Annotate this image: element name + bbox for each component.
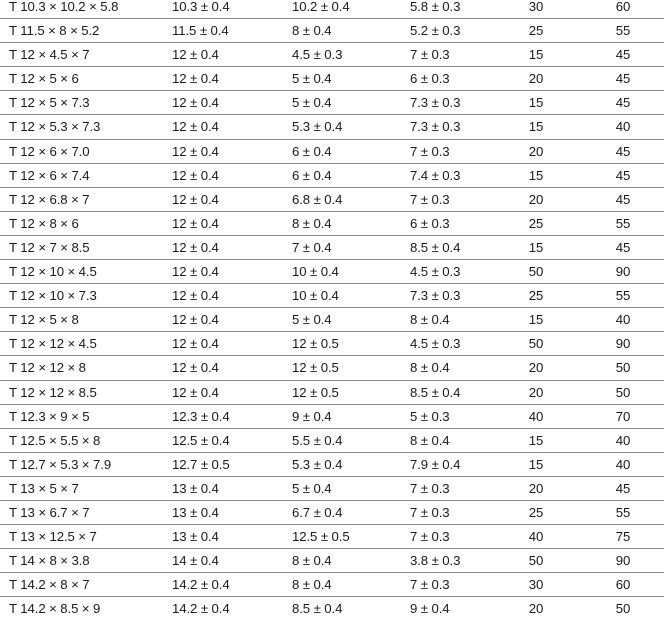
cell-value-a: 50: [528, 553, 544, 569]
cell-width: 12 ± 0.5: [292, 360, 339, 376]
cell-length: 13 ± 0.4: [172, 480, 219, 496]
cell-part-code: T 12 × 10 × 7.3: [9, 288, 97, 304]
cell-part-code: T 13 × 5 × 7: [9, 480, 79, 496]
cell-value-a: 15: [528, 47, 544, 63]
table-row: [0, 308, 664, 332]
cell-value-a: 20: [528, 360, 544, 376]
cell-value-a: 40: [528, 529, 544, 545]
cell-value-a: 15: [528, 167, 544, 183]
cell-part-code: T 14.2 × 8.5 × 9: [9, 601, 101, 617]
cell-value-b: 55: [615, 504, 631, 520]
cell-width: 4.5 ± 0.3: [292, 47, 343, 63]
cell-height: 9 ± 0.4: [410, 601, 450, 617]
table-row: [0, 140, 664, 164]
cell-part-code: T 12.3 × 9 × 5: [9, 408, 90, 424]
cell-height: 3.8 ± 0.3: [410, 553, 461, 569]
cell-part-code: T 12 × 10 × 4.5: [9, 264, 97, 280]
cell-part-code: T 14 × 8 × 3.8: [9, 553, 90, 569]
cell-height: 8 ± 0.4: [410, 312, 450, 328]
cell-value-a: 30: [528, 577, 544, 593]
cell-value-b: 40: [615, 432, 631, 448]
cell-value-b: 45: [615, 71, 631, 87]
cell-value-b: 90: [615, 553, 631, 569]
cell-height: 4.5 ± 0.3: [410, 264, 461, 280]
cell-value-b: 90: [615, 264, 631, 280]
cell-length: 12 ± 0.4: [172, 47, 219, 63]
cell-value-a: 50: [528, 336, 544, 352]
cell-height: 8 ± 0.4: [410, 432, 450, 448]
cell-length: 12 ± 0.4: [172, 71, 219, 87]
cell-width: 12.5 ± 0.5: [292, 529, 350, 545]
cell-value-a: 25: [528, 504, 544, 520]
cell-length: 12 ± 0.4: [172, 264, 219, 280]
cell-length: 14 ± 0.4: [172, 553, 219, 569]
cell-height: 7 ± 0.3: [410, 191, 450, 207]
cell-value-a: 30: [528, 0, 544, 14]
cell-height: 6 ± 0.3: [410, 71, 450, 87]
table-row: [0, 164, 664, 188]
cell-value-a: 50: [528, 264, 544, 280]
cell-width: 8 ± 0.4: [292, 553, 332, 569]
cell-value-a: 20: [528, 71, 544, 87]
table-row: [0, 236, 664, 260]
table-row: [0, 429, 664, 453]
cell-value-a: 20: [528, 191, 544, 207]
table-row: [0, 356, 664, 380]
cell-width: 5 ± 0.4: [292, 312, 332, 328]
cell-height: 5 ± 0.3: [410, 408, 450, 424]
cell-value-a: 15: [528, 239, 544, 255]
cell-value-b: 50: [615, 384, 631, 400]
cell-value-a: 40: [528, 408, 544, 424]
cell-length: 10.3 ± 0.4: [172, 0, 230, 14]
cell-value-a: 20: [528, 480, 544, 496]
cell-height: 7 ± 0.3: [410, 47, 450, 63]
cell-width: 5.3 ± 0.4: [292, 119, 343, 135]
cell-length: 12 ± 0.4: [172, 360, 219, 376]
cell-value-a: 15: [528, 312, 544, 328]
cell-part-code: T 12 × 4.5 × 7: [9, 47, 90, 63]
cell-value-b: 55: [615, 23, 631, 39]
cell-part-code: T 12 × 7 × 8.5: [9, 239, 90, 255]
cell-width: 12 ± 0.5: [292, 384, 339, 400]
cell-length: 12 ± 0.4: [172, 167, 219, 183]
cell-value-b: 70: [615, 408, 631, 424]
cell-part-code: T 12 × 6 × 7.4: [9, 167, 90, 183]
cell-length: 12 ± 0.4: [172, 191, 219, 207]
cell-length: 12 ± 0.4: [172, 95, 219, 111]
cell-length: 13 ± 0.4: [172, 529, 219, 545]
cell-width: 10.2 ± 0.4: [292, 0, 350, 14]
cell-value-a: 15: [528, 432, 544, 448]
cell-length: 12.7 ± 0.5: [172, 456, 230, 472]
cell-value-b: 55: [615, 215, 631, 231]
cell-height: 7 ± 0.3: [410, 577, 450, 593]
cell-height: 7 ± 0.3: [410, 504, 450, 520]
table-row: [0, 597, 664, 621]
cell-value-a: 20: [528, 601, 544, 617]
cell-height: 7.3 ± 0.3: [410, 119, 461, 135]
cell-height: 7.3 ± 0.3: [410, 288, 461, 304]
cell-part-code: T 11.5 × 8 × 5.2: [9, 23, 100, 39]
table-row: [0, 188, 664, 212]
cell-height: 7 ± 0.3: [410, 529, 450, 545]
cell-width: 5.5 ± 0.4: [292, 432, 343, 448]
cell-part-code: T 12.7 × 5.3 × 7.9: [9, 456, 112, 472]
table-row: [0, 19, 664, 43]
cell-length: 12 ± 0.4: [172, 143, 219, 159]
cell-width: 6 ± 0.4: [292, 143, 332, 159]
cell-value-a: 25: [528, 288, 544, 304]
cell-part-code: T 14.2 × 8 × 7: [9, 577, 90, 593]
table-row: [0, 0, 664, 19]
table-row: [0, 477, 664, 501]
cell-height: 8.5 ± 0.4: [410, 384, 461, 400]
table-row: [0, 501, 664, 525]
cell-height: 8.5 ± 0.4: [410, 239, 461, 255]
cell-length: 12.3 ± 0.4: [172, 408, 230, 424]
table-row: [0, 525, 664, 549]
table-row: [0, 381, 664, 405]
cell-value-b: 90: [615, 336, 631, 352]
cell-part-code: T 12 × 5 × 6: [9, 71, 79, 87]
cell-height: 7.9 ± 0.4: [410, 456, 461, 472]
cell-width: 10 ± 0.4: [292, 288, 339, 304]
cell-part-code: T 12 × 6.8 × 7: [9, 191, 90, 207]
cell-part-code: T 12 × 5 × 8: [9, 312, 79, 328]
cell-part-code: T 12.5 × 5.5 × 8: [9, 432, 101, 448]
cell-value-a: 20: [528, 143, 544, 159]
cell-value-a: 20: [528, 384, 544, 400]
cell-height: 5.2 ± 0.3: [410, 23, 461, 39]
table-row: [0, 67, 664, 91]
cell-part-code: T 10.3 × 10.2 × 5.8: [9, 0, 119, 14]
table-row: [0, 405, 664, 429]
cell-length: 12 ± 0.4: [172, 336, 219, 352]
cell-part-code: T 13 × 6.7 × 7: [9, 504, 90, 520]
cell-width: 5 ± 0.4: [292, 480, 332, 496]
cell-length: 12 ± 0.4: [172, 119, 219, 135]
cell-value-a: 15: [528, 95, 544, 111]
cell-width: 7 ± 0.4: [292, 239, 332, 255]
table-row: [0, 212, 664, 236]
cell-value-a: 15: [528, 119, 544, 135]
cell-part-code: T 12 × 12 × 4.5: [9, 336, 97, 352]
cell-length: 14.2 ± 0.4: [172, 577, 230, 593]
cell-height: 8 ± 0.4: [410, 360, 450, 376]
cell-length: 13 ± 0.4: [172, 504, 219, 520]
cell-height: 4.5 ± 0.3: [410, 336, 461, 352]
cell-length: 12 ± 0.4: [172, 215, 219, 231]
cell-part-code: T 12 × 12 × 8.5: [9, 384, 97, 400]
table-row: [0, 332, 664, 356]
cell-value-b: 40: [615, 312, 631, 328]
cell-value-b: 50: [615, 601, 631, 617]
cell-part-code: T 12 × 5.3 × 7.3: [9, 119, 101, 135]
table-row: [0, 284, 664, 308]
table-row: [0, 91, 664, 115]
cell-length: 14.2 ± 0.4: [172, 601, 230, 617]
cell-width: 6 ± 0.4: [292, 167, 332, 183]
cell-height: 7.3 ± 0.3: [410, 95, 461, 111]
cell-value-b: 45: [615, 47, 631, 63]
cell-value-b: 40: [615, 456, 631, 472]
cell-width: 6.8 ± 0.4: [292, 191, 343, 207]
cell-value-b: 60: [615, 0, 631, 14]
cell-value-b: 40: [615, 119, 631, 135]
cell-width: 6.7 ± 0.4: [292, 504, 343, 520]
cell-part-code: T 12 × 12 × 8: [9, 360, 86, 376]
cell-width: 8 ± 0.4: [292, 577, 332, 593]
table-row: [0, 573, 664, 597]
cell-width: 10 ± 0.4: [292, 264, 339, 280]
table-row: [0, 549, 664, 573]
cell-length: 12 ± 0.4: [172, 288, 219, 304]
cell-part-code: T 13 × 12.5 × 7: [9, 529, 97, 545]
cell-value-a: 25: [528, 23, 544, 39]
cell-value-b: 45: [615, 239, 631, 255]
cell-length: 12.5 ± 0.4: [172, 432, 230, 448]
cell-length: 11.5 ± 0.4: [172, 23, 229, 39]
cell-value-b: 45: [615, 143, 631, 159]
cell-value-b: 55: [615, 288, 631, 304]
cell-width: 5 ± 0.4: [292, 95, 332, 111]
cell-height: 7 ± 0.3: [410, 143, 450, 159]
cell-height: 6 ± 0.3: [410, 215, 450, 231]
cell-width: 5 ± 0.4: [292, 71, 332, 87]
cell-width: 9 ± 0.4: [292, 408, 332, 424]
cell-part-code: T 12 × 8 × 6: [9, 215, 79, 231]
cell-value-a: 25: [528, 215, 544, 231]
table-row: [0, 115, 664, 139]
cell-part-code: T 12 × 6 × 7.0: [9, 143, 90, 159]
table-row: [0, 260, 664, 284]
cell-height: 7.4 ± 0.3: [410, 167, 461, 183]
table-row: [0, 43, 664, 67]
cell-width: 5.3 ± 0.4: [292, 456, 343, 472]
cell-value-a: 15: [528, 456, 544, 472]
table-row: [0, 453, 664, 477]
cell-width: 8.5 ± 0.4: [292, 601, 343, 617]
cell-width: 8 ± 0.4: [292, 23, 332, 39]
cell-value-b: 50: [615, 360, 631, 376]
cell-value-b: 60: [615, 577, 631, 593]
cell-height: 7 ± 0.3: [410, 480, 450, 496]
cell-value-b: 45: [615, 191, 631, 207]
cell-height: 5.8 ± 0.3: [410, 0, 461, 14]
cell-value-b: 45: [615, 167, 631, 183]
cell-length: 12 ± 0.4: [172, 312, 219, 328]
cell-value-b: 75: [615, 529, 631, 545]
cell-length: 12 ± 0.4: [172, 384, 219, 400]
cell-width: 8 ± 0.4: [292, 215, 332, 231]
cell-value-b: 45: [615, 95, 631, 111]
cell-length: 12 ± 0.4: [172, 239, 219, 255]
cell-width: 12 ± 0.5: [292, 336, 339, 352]
cell-part-code: T 12 × 5 × 7.3: [9, 95, 90, 111]
cell-value-b: 45: [615, 480, 631, 496]
